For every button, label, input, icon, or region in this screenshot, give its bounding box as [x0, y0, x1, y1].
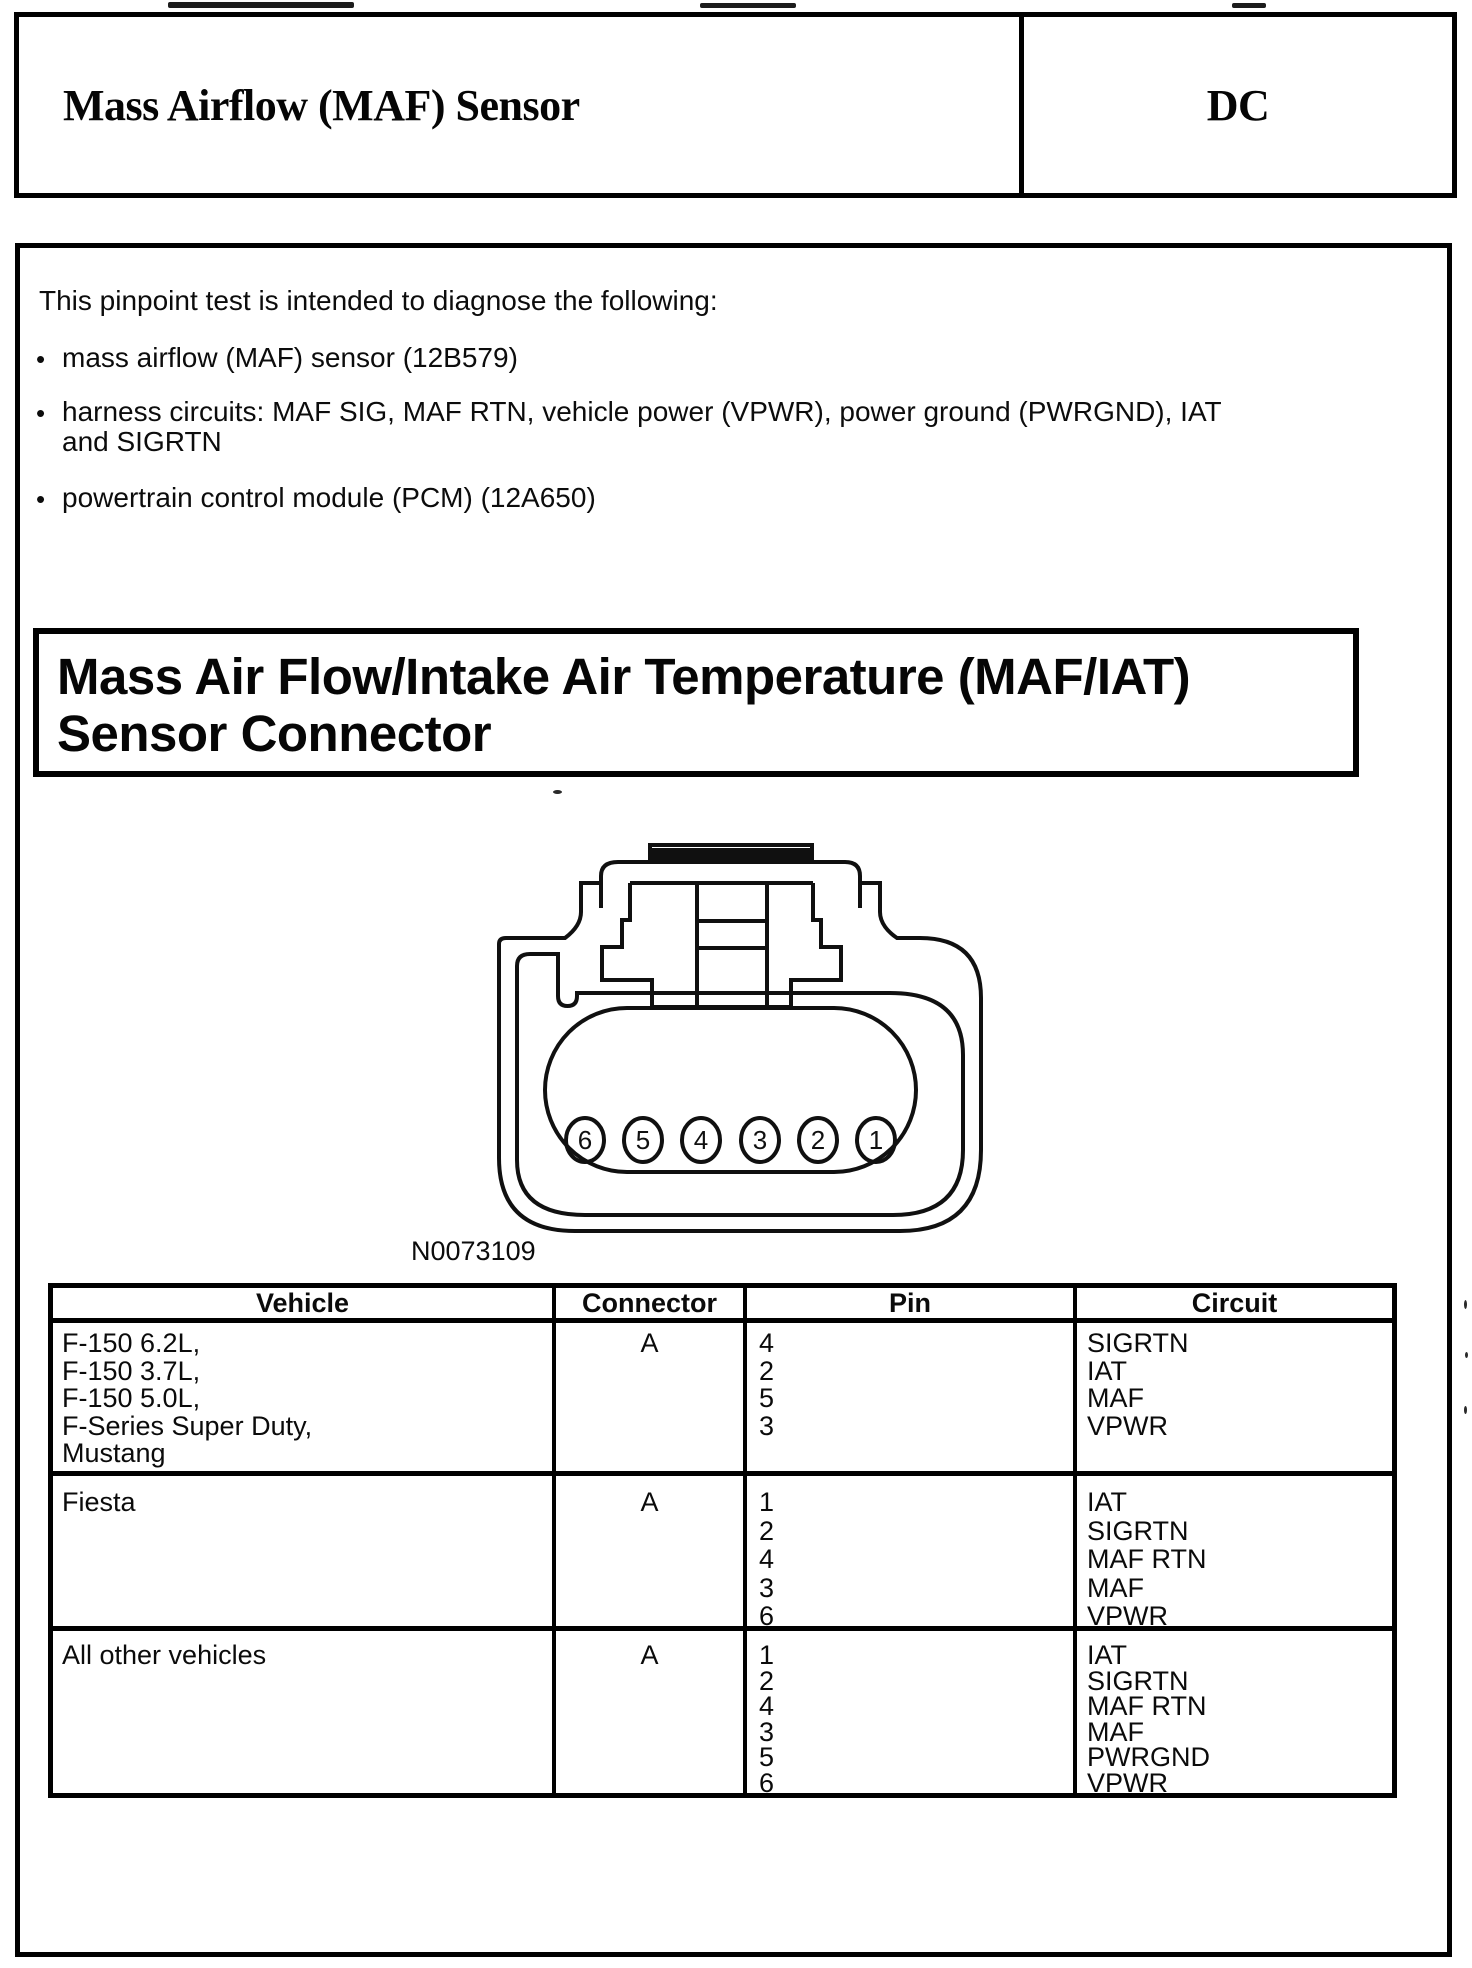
- cell-line: 2: [759, 1355, 775, 1386]
- cell-line: Fiesta: [62, 1487, 136, 1517]
- cell-line: MAF RTN: [1087, 1691, 1207, 1721]
- scan-artifact: [1465, 1352, 1468, 1358]
- cell-line: F-150 6.2L,: [62, 1328, 201, 1358]
- cell-line: IAT: [1087, 1640, 1127, 1670]
- bullet-icon: •: [36, 344, 46, 374]
- maf-connector-diagram: [370, 820, 1030, 1280]
- connector-cell: [552, 1631, 743, 1793]
- header-title-cell: [19, 17, 1019, 193]
- figure-id-label: N0073109: [411, 1236, 536, 1266]
- cell-line: IAT: [1087, 1487, 1127, 1517]
- pin-number: 4: [693, 1125, 709, 1155]
- pin-cell: [743, 1631, 1073, 1793]
- cell-line: 1: [759, 1640, 775, 1670]
- cell-line: F-150 5.0L,: [62, 1383, 201, 1413]
- column-header-circuit: Circuit: [1073, 1288, 1392, 1318]
- bullet-icon: •: [36, 484, 46, 514]
- connector-inner-outline: [517, 954, 963, 1215]
- pin-5: [624, 1118, 662, 1162]
- header-code-cell: [1019, 17, 1452, 193]
- cell-line: A: [640, 1487, 659, 1517]
- cell-line: A: [640, 1328, 659, 1358]
- cell-line: 1: [759, 1487, 775, 1517]
- column-header-vehicle: Vehicle: [255, 1288, 350, 1318]
- cell-line: SIGRTN: [1087, 1665, 1189, 1696]
- pin-6: [566, 1118, 604, 1162]
- pin-cell: [743, 1323, 1073, 1471]
- section-heading-line2: Sensor Connector: [57, 705, 492, 762]
- cell-line: 3: [759, 1410, 775, 1441]
- connector-cell: [552, 1476, 743, 1626]
- scan-artifact: [700, 3, 796, 8]
- cell-line: MAF RTN: [1087, 1544, 1207, 1574]
- cell-line: 5: [759, 1742, 775, 1772]
- pin-number: 5: [635, 1125, 651, 1155]
- column-header-pin: Pin: [743, 1288, 1073, 1318]
- pin-2: [799, 1118, 837, 1162]
- pin-assignment-table: [48, 1283, 1397, 1798]
- vehicle-cell: [53, 1631, 552, 1793]
- cell-line: VPWR: [1087, 1601, 1168, 1626]
- table-row-fiesta: [53, 1471, 1392, 1626]
- pin-cell: [743, 1476, 1073, 1626]
- cell-line: F-150 3.7L,: [62, 1355, 201, 1386]
- cell-line: 6: [759, 1767, 775, 1793]
- cell-line: VPWR: [1087, 1767, 1168, 1793]
- pin-1: [857, 1118, 895, 1162]
- pin-number: 3: [752, 1125, 768, 1155]
- intro-lead: This pinpoint test is intended to diagnose the following:: [39, 285, 718, 316]
- cell-line: 4: [759, 1544, 775, 1574]
- circuit-cell: [1073, 1476, 1392, 1626]
- cell-line: 4: [759, 1328, 775, 1358]
- scan-artifact: [1464, 1406, 1467, 1414]
- cell-line: All other vehicles: [62, 1640, 267, 1670]
- cell-line: PWRGND: [1087, 1742, 1210, 1772]
- cell-line: MAF: [1087, 1383, 1144, 1413]
- section-code: DC: [1206, 80, 1270, 130]
- table-header-row: [53, 1288, 1392, 1323]
- pin-4: [682, 1118, 720, 1162]
- connector-cell: [552, 1323, 743, 1471]
- page-title: Mass Airflow (MAF) Sensor: [63, 80, 580, 130]
- latch-structure: [602, 883, 841, 1007]
- pin-number: 1: [868, 1125, 884, 1155]
- cell-line: 3: [759, 1572, 775, 1603]
- cell-line: A: [640, 1640, 659, 1670]
- cell-line: IAT: [1087, 1355, 1127, 1386]
- vehicle-cell: [53, 1476, 552, 1626]
- cell-line: 4: [759, 1691, 775, 1721]
- scan-artifact: [1464, 1300, 1467, 1309]
- cell-line: VPWR: [1087, 1410, 1168, 1441]
- cell-line: MAF: [1087, 1716, 1144, 1747]
- connector-rib-strip: [650, 845, 812, 860]
- bullet-item-harness-line1: harness circuits: MAF SIG, MAF RTN, vehicle power (VPWR), power ground (PWRGND), IAT: [62, 396, 1222, 427]
- bullet-icon: •: [36, 398, 46, 428]
- connector-outline: [499, 862, 981, 1231]
- scan-artifact: [168, 2, 354, 8]
- cell-line: SIGRTN: [1087, 1328, 1189, 1358]
- page-header-box: [14, 12, 1457, 198]
- pin-pocket: [545, 1008, 916, 1172]
- scan-artifact: [1232, 3, 1266, 8]
- circuit-cell: [1073, 1323, 1392, 1471]
- cell-line: SIGRTN: [1087, 1515, 1189, 1546]
- bullet-item-pcm: powertrain control module (PCM) (12A650): [62, 482, 596, 513]
- cell-line: Mustang: [62, 1438, 166, 1468]
- pin-number: 2: [810, 1125, 826, 1155]
- pin-3: [741, 1118, 779, 1162]
- cell-line: 2: [759, 1665, 775, 1696]
- cell-line: MAF: [1087, 1572, 1144, 1603]
- cell-line: 6: [759, 1601, 775, 1626]
- table-row-f150: [53, 1323, 1392, 1471]
- cell-line: F-Series Super Duty,: [62, 1410, 313, 1441]
- section-heading-line1: Mass Air Flow/Intake Air Temperature (MAF/IAT): [57, 648, 1191, 705]
- cell-line: 5: [759, 1383, 775, 1413]
- table-row-all-other: [53, 1626, 1392, 1793]
- column-header-connector: Connector: [552, 1288, 743, 1318]
- bullet-item-harness-line2: and SIGRTN: [62, 426, 222, 457]
- pin-number: 6: [577, 1125, 593, 1155]
- cell-line: 3: [759, 1716, 775, 1747]
- cell-line: 2: [759, 1515, 775, 1546]
- circuit-cell: [1073, 1631, 1392, 1793]
- vehicle-cell: [53, 1323, 552, 1471]
- bullet-item-maf-sensor: mass airflow (MAF) sensor (12B579): [62, 342, 518, 373]
